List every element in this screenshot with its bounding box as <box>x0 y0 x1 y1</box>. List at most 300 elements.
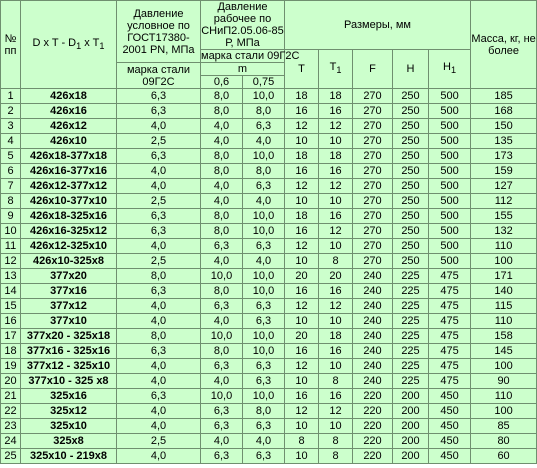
working-pressure-075-cell: 6,3 <box>243 119 285 134</box>
size-cell: 426x10-325x8 <box>21 254 117 269</box>
working-pressure-075-cell: 10,0 <box>243 389 285 404</box>
row-number: 17 <box>1 329 21 344</box>
nominal-pressure-cell: 6,3 <box>117 389 201 404</box>
t1-cell: 8 <box>319 374 353 389</box>
mass-cell: 173 <box>471 149 537 164</box>
t-cell: 10 <box>285 194 319 209</box>
header-sizes: Размеры, мм <box>285 1 471 50</box>
nominal-pressure-cell: 4,0 <box>117 164 201 179</box>
h1-cell: 475 <box>429 344 471 359</box>
mass-cell: 155 <box>471 209 537 224</box>
nominal-pressure-cell: 4,0 <box>117 179 201 194</box>
mass-cell: 140 <box>471 284 537 299</box>
table-row <box>1 359 537 374</box>
working-pressure-075-cell: 10,0 <box>243 269 285 284</box>
working-pressure-06-cell: 10,0 <box>201 269 243 284</box>
h-cell: 250 <box>393 104 429 119</box>
mass-cell: 60 <box>471 449 537 464</box>
table-row <box>1 449 537 464</box>
header-mass: Масса, кг, не более <box>471 1 537 89</box>
t-cell: 20 <box>285 329 319 344</box>
working-pressure-06-cell: 8,0 <box>201 224 243 239</box>
h1-cell: 475 <box>429 269 471 284</box>
t-cell: 20 <box>285 269 319 284</box>
working-pressure-075-cell: 6,3 <box>243 359 285 374</box>
mass-cell: 159 <box>471 164 537 179</box>
row-number: 19 <box>1 359 21 374</box>
h-cell: 250 <box>393 239 429 254</box>
row-number: 15 <box>1 299 21 314</box>
h1-cell: 500 <box>429 209 471 224</box>
table-row <box>1 194 537 209</box>
row-number: 2 <box>1 104 21 119</box>
mass-cell: 110 <box>471 239 537 254</box>
mass-cell: 135 <box>471 134 537 149</box>
f-cell: 270 <box>353 254 393 269</box>
header-steel-grade-nominal: марка стали 09Г2С <box>117 63 201 89</box>
nominal-pressure-cell: 4,0 <box>117 314 201 329</box>
row-number: 4 <box>1 134 21 149</box>
size-cell: 426x18 <box>21 89 117 104</box>
h-cell: 250 <box>393 224 429 239</box>
f-cell: 270 <box>353 104 393 119</box>
t-cell: 12 <box>285 119 319 134</box>
nominal-pressure-cell: 4,0 <box>117 404 201 419</box>
mass-cell: 100 <box>471 254 537 269</box>
row-number: 10 <box>1 224 21 239</box>
working-pressure-06-cell: 4,0 <box>201 374 243 389</box>
table-row <box>1 104 537 119</box>
table-row <box>1 344 537 359</box>
t-cell: 18 <box>285 209 319 224</box>
table-body <box>1 89 537 464</box>
h-cell: 200 <box>393 449 429 464</box>
h1-cell: 450 <box>429 449 471 464</box>
h1-cell: 450 <box>429 404 471 419</box>
h1-cell: 475 <box>429 284 471 299</box>
h1-cell: 500 <box>429 164 471 179</box>
nominal-pressure-cell: 4,0 <box>117 299 201 314</box>
working-pressure-06-cell: 6,3 <box>201 299 243 314</box>
table-header <box>1 1 537 89</box>
size-cell: 426x10 <box>21 134 117 149</box>
t-cell: 10 <box>285 449 319 464</box>
header-dimensions <box>21 1 117 89</box>
nominal-pressure-cell: 2,5 <box>117 434 201 449</box>
h-cell: 250 <box>393 89 429 104</box>
t-cell: 12 <box>285 239 319 254</box>
working-pressure-06-cell: 6,3 <box>201 239 243 254</box>
table-row <box>1 299 537 314</box>
row-number: 13 <box>1 269 21 284</box>
f-cell: 240 <box>353 269 393 284</box>
t1-cell: 16 <box>319 209 353 224</box>
mass-cell: 127 <box>471 179 537 194</box>
working-pressure-075-cell: 10,0 <box>243 344 285 359</box>
t1-cell: 10 <box>319 359 353 374</box>
size-cell: 426x16-325x12 <box>21 224 117 239</box>
mass-cell: 185 <box>471 89 537 104</box>
table-row <box>1 164 537 179</box>
working-pressure-06-cell: 4,0 <box>201 194 243 209</box>
size-cell: 377x20 - 325x18 <box>21 329 117 344</box>
working-pressure-06-cell: 8,0 <box>201 149 243 164</box>
row-number: 1 <box>1 89 21 104</box>
table-row <box>1 374 537 389</box>
h1-cell: 475 <box>429 299 471 314</box>
row-number: 8 <box>1 194 21 209</box>
table-row <box>1 269 537 284</box>
h-cell: 250 <box>393 194 429 209</box>
h1-cell: 500 <box>429 119 471 134</box>
h-cell: 200 <box>393 419 429 434</box>
h1-cell: 500 <box>429 89 471 104</box>
table-row <box>1 224 537 239</box>
working-pressure-06-cell: 4,0 <box>201 179 243 194</box>
f-cell: 240 <box>353 284 393 299</box>
mass-cell: 100 <box>471 359 537 374</box>
header-dims-sub1: 1 <box>76 41 82 52</box>
mass-cell: 85 <box>471 419 537 434</box>
size-cell: 426x18-325x16 <box>21 209 117 224</box>
nominal-pressure-cell: 8,0 <box>117 329 201 344</box>
mass-cell: 115 <box>471 299 537 314</box>
working-pressure-075-cell: 8,0 <box>243 164 285 179</box>
h-cell: 250 <box>393 134 429 149</box>
nominal-pressure-cell: 2,5 <box>117 194 201 209</box>
h-cell: 225 <box>393 284 429 299</box>
nominal-pressure-cell: 6,3 <box>117 149 201 164</box>
row-number: 5 <box>1 149 21 164</box>
t-cell: 16 <box>285 389 319 404</box>
nominal-pressure-cell: 4,0 <box>117 374 201 389</box>
working-pressure-06-cell: 8,0 <box>201 209 243 224</box>
h-cell: 225 <box>393 344 429 359</box>
row-number: 6 <box>1 164 21 179</box>
working-pressure-075-cell: 4,0 <box>243 434 285 449</box>
working-pressure-075-cell: 10,0 <box>243 89 285 104</box>
mass-cell: 80 <box>471 434 537 449</box>
row-number: 14 <box>1 284 21 299</box>
table-row <box>1 89 537 104</box>
mass-cell: 112 <box>471 194 537 209</box>
t1-cell: 16 <box>319 284 353 299</box>
t-cell: 16 <box>285 104 319 119</box>
h1-cell: 475 <box>429 329 471 344</box>
row-number: 12 <box>1 254 21 269</box>
working-pressure-06-cell: 8,0 <box>201 284 243 299</box>
table-row <box>1 434 537 449</box>
table-row <box>1 389 537 404</box>
table-row <box>1 179 537 194</box>
t1-cell: 16 <box>319 344 353 359</box>
nominal-pressure-cell: 4,0 <box>117 419 201 434</box>
t1-cell: 8 <box>319 254 353 269</box>
working-pressure-06-cell: 6,3 <box>201 419 243 434</box>
f-cell: 270 <box>353 239 393 254</box>
table-row <box>1 329 537 344</box>
h1-cell: 500 <box>429 149 471 164</box>
header-nominal-pressure: Давление условное по ГОСТ17380-2001 PN, МПа <box>117 1 201 63</box>
t1-cell: 10 <box>319 314 353 329</box>
table-row <box>1 314 537 329</box>
t-cell: 16 <box>285 284 319 299</box>
f-cell: 270 <box>353 194 393 209</box>
h1-cell: 500 <box>429 239 471 254</box>
header-col-h1-main: H <box>443 61 451 74</box>
h1-cell: 475 <box>429 314 471 329</box>
f-cell: 240 <box>353 374 393 389</box>
size-cell: 377x10 - 325 x8 <box>21 374 117 389</box>
t-cell: 18 <box>285 89 319 104</box>
f-cell: 270 <box>353 209 393 224</box>
header-dims-sub2: 1 <box>99 41 105 52</box>
nominal-pressure-cell: 4,0 <box>117 359 201 374</box>
t-cell: 12 <box>285 299 319 314</box>
nominal-pressure-cell: 6,3 <box>117 284 201 299</box>
h-cell: 225 <box>393 374 429 389</box>
working-pressure-075-cell: 6,3 <box>243 374 285 389</box>
f-cell: 220 <box>353 389 393 404</box>
h-cell: 250 <box>393 254 429 269</box>
h-cell: 225 <box>393 314 429 329</box>
header-row-number: № пп <box>1 1 21 89</box>
header-steel-grade-working: марка стали 09Г2С <box>201 50 300 62</box>
row-number: 11 <box>1 239 21 254</box>
t1-cell: 16 <box>319 104 353 119</box>
h-cell: 225 <box>393 329 429 344</box>
header-col-t1-sub: 1 <box>336 65 342 76</box>
header-m-label: m <box>201 63 285 76</box>
nominal-pressure-cell: 4,0 <box>117 119 201 134</box>
working-pressure-075-cell: 6,3 <box>243 314 285 329</box>
nominal-pressure-cell: 2,5 <box>117 134 201 149</box>
row-number: 24 <box>1 434 21 449</box>
mass-cell: 150 <box>471 119 537 134</box>
header-m-075: 0,75 <box>243 76 285 89</box>
t1-cell: 12 <box>319 224 353 239</box>
f-cell: 220 <box>353 449 393 464</box>
header-col-t1 <box>319 50 353 89</box>
t-cell: 10 <box>285 419 319 434</box>
mass-cell: 158 <box>471 329 537 344</box>
row-number: 23 <box>1 419 21 434</box>
f-cell: 220 <box>353 404 393 419</box>
header-dims-mid: x T <box>81 36 100 49</box>
t1-cell: 8 <box>319 434 353 449</box>
t-cell: 18 <box>285 149 319 164</box>
mass-cell: 132 <box>471 224 537 239</box>
row-number: 3 <box>1 119 21 134</box>
h1-cell: 500 <box>429 224 471 239</box>
size-cell: 325x12 <box>21 404 117 419</box>
working-pressure-06-cell: 4,0 <box>201 134 243 149</box>
h1-cell: 500 <box>429 194 471 209</box>
working-pressure-075-cell: 4,0 <box>243 194 285 209</box>
h1-cell: 475 <box>429 359 471 374</box>
size-cell: 377x12 <box>21 299 117 314</box>
t1-cell: 16 <box>319 164 353 179</box>
nominal-pressure-cell: 8,0 <box>117 269 201 284</box>
h-cell: 250 <box>393 179 429 194</box>
size-cell: 325x10 - 219x8 <box>21 449 117 464</box>
h-cell: 225 <box>393 359 429 374</box>
size-cell: 377x20 <box>21 269 117 284</box>
working-pressure-06-cell: 8,0 <box>201 89 243 104</box>
t-cell: 10 <box>285 314 319 329</box>
working-pressure-075-cell: 10,0 <box>243 224 285 239</box>
nominal-pressure-cell: 2,5 <box>117 254 201 269</box>
f-cell: 270 <box>353 119 393 134</box>
table-row <box>1 239 537 254</box>
working-pressure-075-cell: 4,0 <box>243 134 285 149</box>
row-number: 22 <box>1 404 21 419</box>
table-row <box>1 254 537 269</box>
size-cell: 377x16 - 325x16 <box>21 344 117 359</box>
f-cell: 270 <box>353 149 393 164</box>
size-cell: 426x18-377x18 <box>21 149 117 164</box>
working-pressure-06-cell: 4,0 <box>201 314 243 329</box>
working-pressure-075-cell: 10,0 <box>243 209 285 224</box>
table-row <box>1 419 537 434</box>
t1-cell: 10 <box>319 239 353 254</box>
header-col-h1-sub: 1 <box>450 65 457 76</box>
working-pressure-075-cell: 10,0 <box>243 149 285 164</box>
working-pressure-06-cell: 10,0 <box>201 329 243 344</box>
working-pressure-06-cell: 4,0 <box>201 434 243 449</box>
h-cell: 250 <box>393 209 429 224</box>
working-pressure-06-cell: 8,0 <box>201 104 243 119</box>
t1-cell: 12 <box>319 299 353 314</box>
h-cell: 225 <box>393 269 429 284</box>
t-cell: 12 <box>285 179 319 194</box>
working-pressure-075-cell: 4,0 <box>243 254 285 269</box>
size-cell: 325x16 <box>21 389 117 404</box>
working-pressure-06-cell: 8,0 <box>201 164 243 179</box>
f-cell: 220 <box>353 419 393 434</box>
h1-cell: 450 <box>429 389 471 404</box>
t-cell: 12 <box>285 404 319 419</box>
t1-cell: 10 <box>319 194 353 209</box>
header-dims-main: D x T - D <box>32 36 77 49</box>
mass-cell: 110 <box>471 314 537 329</box>
nominal-pressure-cell: 6,3 <box>117 89 201 104</box>
nominal-pressure-cell: 6,3 <box>117 344 201 359</box>
t-cell: 16 <box>285 164 319 179</box>
t-cell: 16 <box>285 344 319 359</box>
t-cell: 10 <box>285 374 319 389</box>
table-row <box>1 404 537 419</box>
size-cell: 426x12-325x10 <box>21 239 117 254</box>
t1-cell: 10 <box>319 134 353 149</box>
row-number: 16 <box>1 314 21 329</box>
table-row <box>1 134 537 149</box>
size-cell: 377x12 - 325x10 <box>21 359 117 374</box>
working-pressure-075-cell: 6,3 <box>243 299 285 314</box>
h1-cell: 500 <box>429 254 471 269</box>
nominal-pressure-cell: 6,3 <box>117 224 201 239</box>
mass-cell: 110 <box>471 389 537 404</box>
working-pressure-06-cell: 8,0 <box>201 344 243 359</box>
size-cell: 426x16 <box>21 104 117 119</box>
h-cell: 250 <box>393 149 429 164</box>
size-cell: 426x12-377x12 <box>21 179 117 194</box>
table-row <box>1 119 537 134</box>
row-number: 18 <box>1 344 21 359</box>
t-cell: 16 <box>285 224 319 239</box>
nominal-pressure-cell: 4,0 <box>117 239 201 254</box>
h-cell: 200 <box>393 404 429 419</box>
row-number: 7 <box>1 179 21 194</box>
h-cell: 200 <box>393 434 429 449</box>
size-cell: 426x16-377x16 <box>21 164 117 179</box>
t1-cell: 20 <box>319 269 353 284</box>
header-col-h1 <box>429 50 471 89</box>
f-cell: 270 <box>353 164 393 179</box>
mass-cell: 168 <box>471 104 537 119</box>
header-working-pressure: Давление рабочее по СНиП2.05.06-85 Р, МПа <box>201 1 284 49</box>
mass-cell: 145 <box>471 344 537 359</box>
h1-cell: 450 <box>429 419 471 434</box>
mass-cell: 171 <box>471 269 537 284</box>
mass-cell: 90 <box>471 374 537 389</box>
working-pressure-075-cell: 6,3 <box>243 449 285 464</box>
f-cell: 270 <box>353 89 393 104</box>
nominal-pressure-cell: 6,3 <box>117 209 201 224</box>
t-cell: 10 <box>285 134 319 149</box>
t1-cell: 12 <box>319 119 353 134</box>
table-row <box>1 209 537 224</box>
t1-cell: 8 <box>319 449 353 464</box>
t1-cell: 18 <box>319 89 353 104</box>
t1-cell: 12 <box>319 404 353 419</box>
working-pressure-075-cell: 6,3 <box>243 419 285 434</box>
nominal-pressure-cell: 6,3 <box>117 104 201 119</box>
h-cell: 200 <box>393 389 429 404</box>
h1-cell: 475 <box>429 374 471 389</box>
size-cell: 426x10-377x10 <box>21 194 117 209</box>
t-cell: 12 <box>285 359 319 374</box>
f-cell: 270 <box>353 179 393 194</box>
row-number: 21 <box>1 389 21 404</box>
f-cell: 240 <box>353 299 393 314</box>
size-cell: 377x10 <box>21 314 117 329</box>
t1-cell: 10 <box>319 419 353 434</box>
t-cell: 8 <box>285 434 319 449</box>
header-col-h: H <box>393 50 429 89</box>
nominal-pressure-cell: 4,0 <box>117 449 201 464</box>
table-row <box>1 284 537 299</box>
working-pressure-06-cell: 6,3 <box>201 404 243 419</box>
f-cell: 240 <box>353 344 393 359</box>
working-pressure-075-cell: 10,0 <box>243 329 285 344</box>
t1-cell: 18 <box>319 329 353 344</box>
header-col-t1-main: T <box>329 61 337 74</box>
working-pressure-06-cell: 4,0 <box>201 254 243 269</box>
h1-cell: 500 <box>429 134 471 149</box>
header-col-f: F <box>353 50 393 89</box>
t1-cell: 16 <box>319 389 353 404</box>
f-cell: 220 <box>353 434 393 449</box>
working-pressure-06-cell: 4,0 <box>201 119 243 134</box>
f-cell: 240 <box>353 359 393 374</box>
size-cell: 377x16 <box>21 284 117 299</box>
row-number: 25 <box>1 449 21 464</box>
t1-cell: 18 <box>319 149 353 164</box>
table-row <box>1 149 537 164</box>
f-cell: 270 <box>353 224 393 239</box>
header-m-06: 0,6 <box>201 76 243 89</box>
